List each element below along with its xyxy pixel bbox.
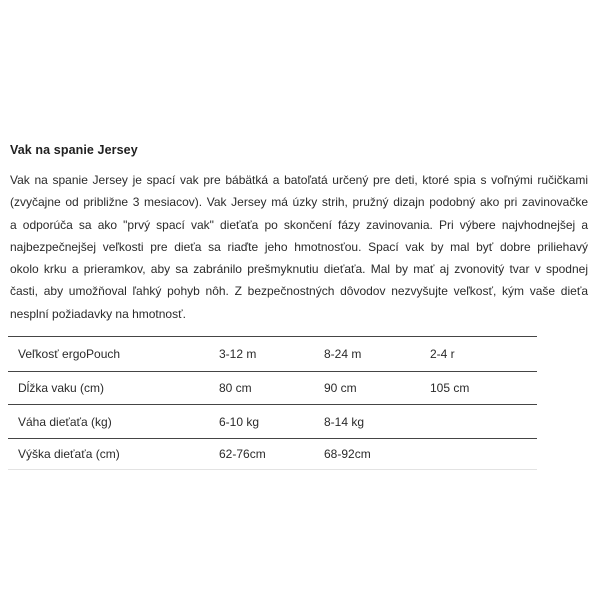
paragraph-line: okolo krku a prieramkov, aby sa zabránilo prešmyknutiu dieťaťa. Mal by mať aj zvonovitý tvar v spodnej	[10, 262, 588, 277]
row-label: Váha dieťaťa (kg)	[18, 414, 112, 429]
cell-value: 8-24 m	[324, 347, 362, 361]
cell-value: 8-14 kg	[324, 414, 365, 429]
cell-value: 80 cm	[219, 381, 252, 395]
table-row	[8, 439, 537, 470]
cell-value: 3-12 m	[219, 347, 257, 361]
paragraph-line: najbezpečnejšej veľkosti pre dieťa sa riaďte jeho hmotnosťou. Spací vak by mal byť dobre priliehavý	[10, 239, 588, 254]
table-row	[8, 405, 537, 439]
cell-value: 62-76cm	[219, 447, 266, 461]
paragraph-line: a odporúča sa ako "prvý spací vak" dieťaťa po skončení fázy zavinovania. Pri výbere najvhodnejšej a	[10, 217, 588, 232]
page-title: Vak na spanie Jersey	[10, 143, 138, 158]
row-label: Výška dieťaťa (cm)	[18, 447, 120, 461]
size-table	[8, 336, 537, 470]
row-label: Veľkosť ergoPouch	[18, 347, 121, 361]
table-row	[8, 372, 537, 405]
cell-value: 90 cm	[324, 381, 357, 395]
description-paragraph	[10, 169, 588, 325]
paragraph-line: (zvyčajne od približne 3 mesiacov). Vak Jersey má úzky strih, pružný dizajn podobný ako pri zavinovačke	[10, 195, 588, 210]
cell-value: 68-92cm	[324, 447, 371, 461]
cell-value: 2-4 r	[430, 347, 455, 361]
row-label: Dĺžka vaku (cm)	[18, 381, 105, 395]
table-row	[8, 337, 537, 372]
cell-value: 6-10 kg	[219, 414, 260, 429]
paragraph-line: časti, aby umožňoval ľahký pohyb nôh. Z bezpečnostných dôvodov nezvyšujte veľkosť, kým vaše dieťa	[10, 284, 588, 299]
paragraph-line: Vak na spanie Jersey je spací vak pre bábätká a batoľatá určený pre deti, ktoré spia s voľnými ručičkami	[10, 173, 588, 187]
cell-value: 105 cm	[430, 381, 470, 395]
paragraph-line: nesplní požiadavky na hmotnosť.	[10, 306, 186, 321]
